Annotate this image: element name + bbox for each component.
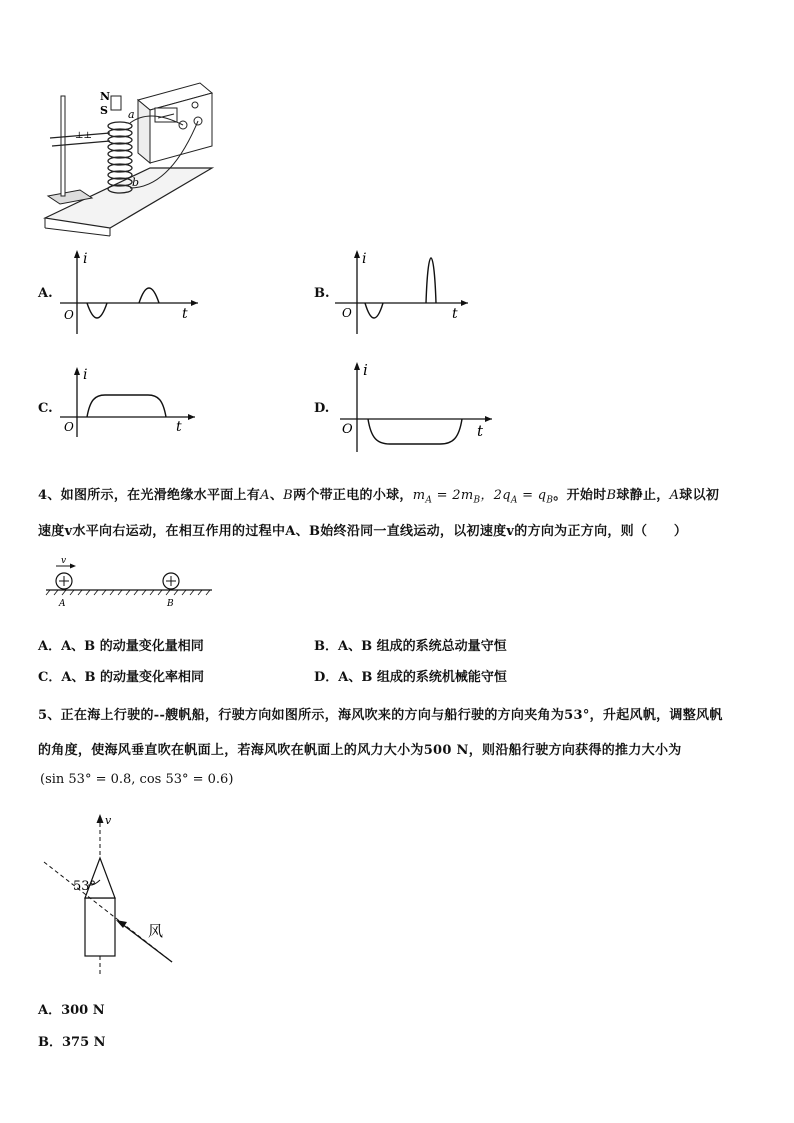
q5-fig-wind: 风 xyxy=(148,922,164,940)
graph-option-a xyxy=(60,248,200,338)
q4-option-b-label: B． xyxy=(314,639,338,654)
graph-d-origin: O xyxy=(342,422,353,437)
q4-line1-sep: 、 xyxy=(269,488,284,503)
q5-fig-angle: 53° xyxy=(73,879,97,894)
q4-line1-post: 。开始时 xyxy=(553,488,607,503)
q4-option-c-text: A、B 的动量变化率相同 xyxy=(61,670,204,685)
q5-fig-v: v xyxy=(105,814,112,827)
graph-a-x-label: t xyxy=(182,306,188,322)
q5-option-b-label: B． xyxy=(38,1035,62,1050)
q4-option-d-label: D． xyxy=(314,670,339,685)
q4-option-a-label: A． xyxy=(38,639,62,654)
q4-line1-pre: 4、如图所示，在光滑绝缘水平面上有 xyxy=(38,488,261,503)
q4-mass-equation: $m_A = 2m_B$，$2q_A = q_B$ xyxy=(412,488,554,506)
q4-option-c-label: C． xyxy=(38,670,62,685)
q4-line1-post5: 球以初 xyxy=(679,488,720,503)
q5-option-a-text: 300 N xyxy=(61,1003,105,1018)
graph-c-origin: O xyxy=(64,420,74,434)
q4-figure xyxy=(44,554,216,610)
graph-option-c xyxy=(60,365,200,440)
magnet-n-label: N xyxy=(100,90,111,103)
graph-a-y-label: i xyxy=(83,251,88,267)
graph-option-d xyxy=(335,360,495,455)
option-d-label: D. xyxy=(314,401,330,416)
graph-b-origin: O xyxy=(342,306,352,320)
lead-b-label: b xyxy=(132,176,140,189)
q4-line1-post2: B xyxy=(606,488,617,503)
q4-line1-post4: A xyxy=(669,488,680,503)
q4-line1-ab: A xyxy=(260,488,270,503)
q5-figure xyxy=(38,812,188,980)
graph-d-x-label: t xyxy=(477,422,484,440)
option-a-label: A. xyxy=(38,286,53,301)
q5-line2: 的角度，使海风垂直吹在帆面上，若海风吹在帆面上的风力大小为500 N，则沿船行驶方向获得的推力大小为 xyxy=(38,743,682,758)
magnet-s-label: S xyxy=(100,104,108,117)
q4-line1 xyxy=(38,484,719,506)
q4-option-c[interactable] xyxy=(38,666,204,685)
option-b-label: B. xyxy=(314,286,330,301)
q4-option-a[interactable] xyxy=(38,635,204,654)
graph-option-b xyxy=(335,248,475,338)
svg-text:⊥⊥: ⊥⊥ xyxy=(75,131,92,141)
graph-c-y-label: i xyxy=(83,367,88,383)
q5-option-a-label: A． xyxy=(38,1003,62,1018)
graph-d-y-label: i xyxy=(363,361,368,379)
option-c-label: C. xyxy=(38,401,53,416)
q4-line1-mid: 两个带正电的小球， xyxy=(293,488,413,503)
apparatus-figure xyxy=(40,78,220,238)
lead-a-label: a xyxy=(128,108,135,121)
q5-formula: (sin 53° = 0.8, cos 53° = 0.6) xyxy=(40,772,234,787)
q4-fig-a: A xyxy=(59,599,66,609)
graph-c-x-label: t xyxy=(176,419,182,435)
q4-option-b-text: A、B 组成的系统总动量守恒 xyxy=(338,639,507,654)
q5-option-b-text: 375 N xyxy=(62,1035,106,1050)
q5-option-a[interactable] xyxy=(38,999,105,1018)
q4-option-d-text: A、B 组成的系统机械能守恒 xyxy=(338,670,507,685)
q4-line1-b: B xyxy=(283,488,294,503)
q4-option-a-text: A、B 的动量变化量相同 xyxy=(61,639,204,654)
q4-line2: 速度v水平向右运动，在相互作用的过程中A、B始终沿同一直线运动，以初速度v的方向为正方向，则（ ） xyxy=(38,524,688,539)
q4-fig-b: B xyxy=(167,599,174,609)
q5-line1: 5、正在海上行驶的--艘帆船，行驶方向如图所示，海风吹来的方向与船行驶的方向夹角为53°，升起风帆，调整风帆 xyxy=(38,708,723,723)
q4-fig-v: v xyxy=(61,556,67,566)
q4-option-b[interactable] xyxy=(314,635,507,654)
q4-option-d[interactable] xyxy=(314,666,507,685)
graph-b-x-label: t xyxy=(452,306,458,322)
graph-b-y-label: i xyxy=(362,251,367,267)
graph-a-origin: O xyxy=(64,308,74,322)
q5-option-b[interactable] xyxy=(38,1031,106,1050)
q4-line1-post3: 球静止， xyxy=(616,488,670,503)
